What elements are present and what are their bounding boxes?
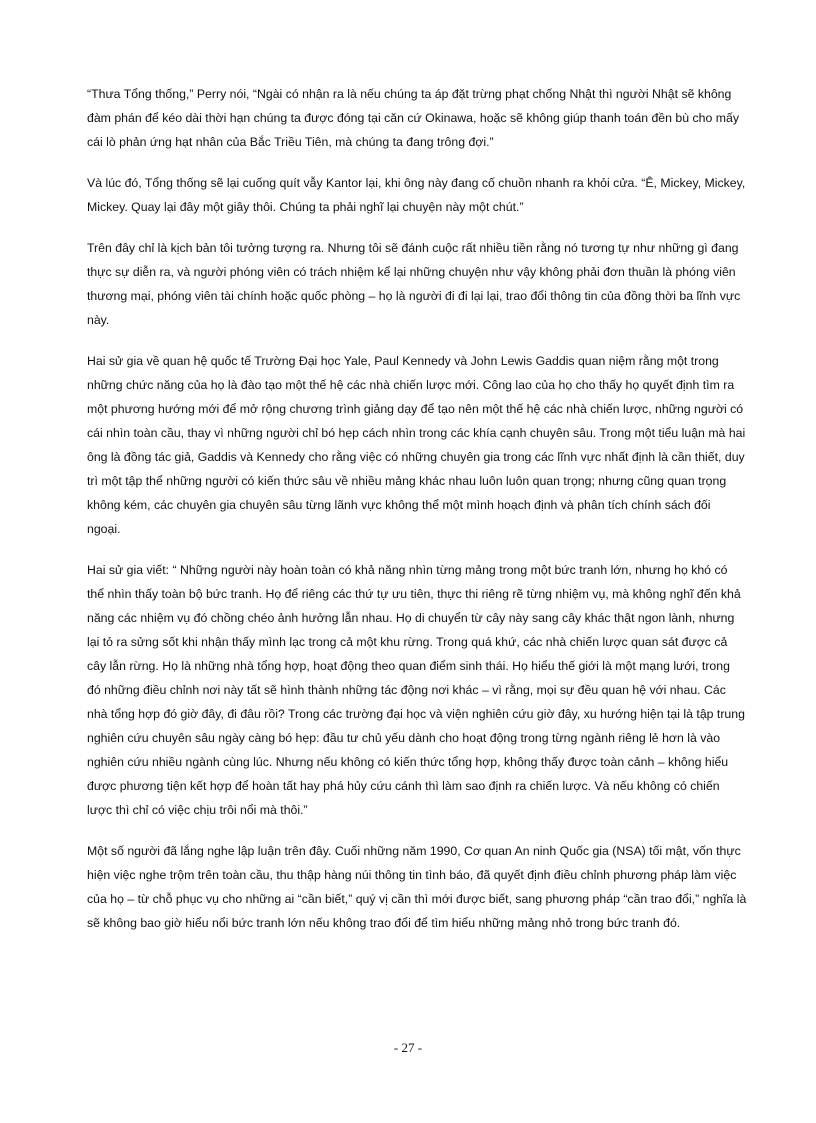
paragraph: Một số người đã lắng nghe lập luận trên đây. Cuối những năm 1990, Cơ quan An ninh Quốc gia (NSA) tối mật, vốn thực hiện việc nghe trộm trên toàn cầu, thu thập hàng núi thông tin tình báo, đã quyết định điều chỉnh phương pháp làm việc của họ – từ chỗ phục vụ cho những ai “cần biết,” quý vị cần thì mới được biết, sang phương pháp “cần trao đổi,” nghĩa là sẽ không bao giờ hiểu nổi bức tranh lớn nếu không trao đổi để tìm hiểu những mảng nhỏ trong bức tranh đó. xyxy=(87,844,747,930)
paragraph: “Thưa Tổng thống,” Perry nói, “Ngài có nhận ra là nếu chúng ta áp đặt trừng phạt chống Nhật thì người Nhật sẽ không đàm phán để kéo dài thời hạn chúng ta được đóng tại căn cứ Okinawa, hoặc sẽ không giúp thanh toán đền bù cho mấy cái lò phản ứng hạt nhân của Bắc Triều Tiên, mà chúng ta đang trông đợi.” xyxy=(87,87,739,149)
paragraph: Hai sử gia về quan hệ quốc tế Trường Đại học Yale, Paul Kennedy và John Lewis Gaddis quan niệm rằng một trong những chức năng của họ là đào tạo một thế hệ các nhà chiến lược mới. Công lao của họ cho thấy họ quyết định tìm ra một phương hướng mới để mở rộng chương trình giảng dạy để tạo nên một thế hệ các nhà chiến lược, những người có cái nhìn toàn cầu, thay vì những người chỉ bó hẹp cách nhìn trong các khía cạnh chuyên sâu. Trong một tiểu luận mà hai ông là đồng tác giả, Gaddis và Kennedy cho rằng việc có những chuyên gia trong các lĩnh vực nhất định là cần thiết, duy trì một tập thể những người có kiến thức sâu về nhiều mảng khác nhau luôn luôn quan trọng; nhưng cũng quan trọng không kém, các chuyên gia chuyên sâu từng lãnh vực không thể một mình hoạch định và phân tích chính sách đối ngoại. xyxy=(87,354,746,536)
page-body xyxy=(87,82,747,952)
page-number: - 27 - xyxy=(393,1040,423,1055)
paragraph: Và lúc đó, Tổng thống sẽ lại cuống quít vẫy Kantor lại, khi ông này đang cố chuồn nhanh ra khỏi cửa. “Ê, Mickey, Mickey, Mickey. Quay lại đây một giây thôi. Chúng ta phải nghĩ lại chuyện này một chút.” xyxy=(87,176,746,214)
paragraph: Trên đây chỉ là kịch bản tôi tưởng tượng ra. Nhưng tôi sẽ đánh cuộc rất nhiều tiền rằng nó tương tự như những gì đang thực sự diễn ra, và người phóng viên có trách nhiệm kể lại những chuyện như vậy không phải đơn thuần là phóng viên thương mại, phóng viên tài chính hoặc quốc phòng – họ là người đi đi lại lại, trao đổi thông tin của đồng thời ba lĩnh vực này. xyxy=(87,241,741,327)
paragraph: Hai sử gia viết: “ Những người này hoàn toàn có khả năng nhìn từng mảng trong một bức tranh lớn, nhưng họ khó có thể nhìn thấy toàn bộ bức tranh. Họ để riêng các thứ tự ưu tiên, thực thi riêng rẽ từng nhiệm vụ, mà không nghĩ đến khả năng các nhiệm vụ đó chồng chéo ảnh hưởng lẫn nhau. Họ di chuyển từ cây này sang cây khác thật ngon lành, nhưng lại tỏ ra sửng sốt khi nhận thấy mình lạc trong cả một khu rừng. Trong quá khứ, các nhà chiến lược quan sát được cả cây lẫn rừng. Họ là những nhà tổng hợp, hoạt động theo quan điểm sinh thái. Họ hiểu thế giới là một mạng lưới, trong đó những điều chỉnh nơi này tất sẽ hình thành những tác động nơi khác – vì rằng, mọi sự đều quan hệ với nhau. Các nhà tổng hợp đó giờ đây, đi đâu rồi? Trong các trường đại học và viện nghiên cứu giờ đây, xu hướng hiện tại là tập trung nghiên cứu chuyên sâu ngày càng bó hẹp: đầu tư chủ yếu dành cho hoạt động trong từng ngành riêng lẻ hơn là vào nghiên cứu nhiều ngành cùng lúc. Nhưng nếu không có kiến thức tổng hợp, không thấy được toàn cảnh – không hiểu được phương tiện kết hợp để hoàn tất hay phá hủy cứu cánh thì làm sao định ra chiến lược. Và nếu không có chiến lược thì chỉ có việc chịu trôi nổi mà thôi.” xyxy=(87,563,745,817)
